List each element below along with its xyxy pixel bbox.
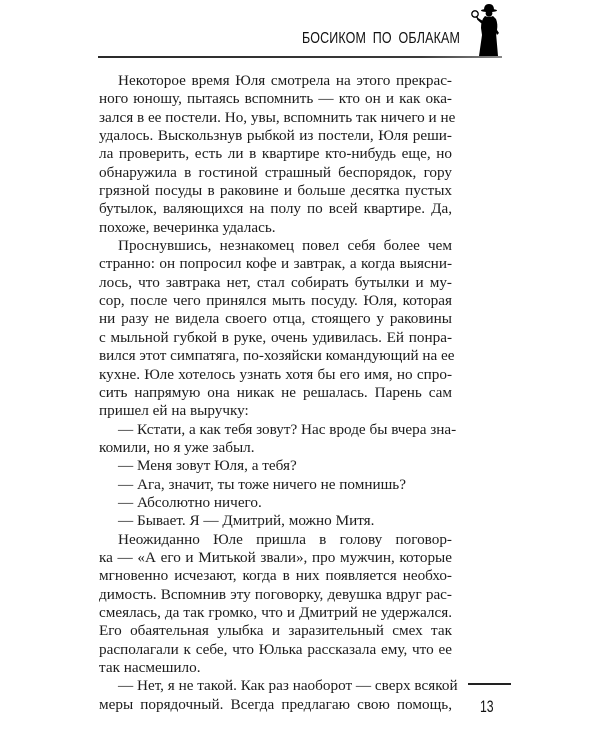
text-line: смеялась, да так громко, что и Дмитрий не удержался.	[99, 603, 452, 621]
page-number: 13	[480, 697, 494, 716]
text-line: Неожиданно Юле пришла в голову поговор-	[118, 530, 452, 548]
text-line: обнаружила в гостиной страшный беспорядок, гору	[99, 163, 452, 181]
text-line: кухне. Юле хотелось узнать хотя бы его имя, но спро-	[99, 365, 452, 383]
text-line: ни разу не видела своего отца, стоящего у раковины	[99, 310, 452, 328]
text-line: ка — «А его и Митькой звали», про мужчин, которые	[99, 548, 452, 566]
text-line: с мыльной губкой в руке, очень удивилась. Ей понра-	[99, 328, 452, 346]
text-line: лось, что завтрака нет, стал собирать бутылки и му-	[99, 273, 452, 291]
footer-rule	[468, 683, 511, 685]
text-line: сор, после чего принялся мыть посуду. Юля, которая	[99, 292, 452, 310]
running-title: БОСИКОМ ПО ОБЛАКАМ	[302, 30, 461, 47]
text-line: ного юношу, пытаясь вспомнить — кто он и как ока-	[99, 90, 452, 108]
detective-silhouette-icon	[468, 2, 504, 58]
text-line: — Ага, значит, ты тоже ничего не помнишь?	[118, 475, 406, 493]
text-line: меры порядочный. Всегда предлагаю свою помощь,	[99, 695, 452, 713]
text-line: пришел ей на выручку:	[99, 402, 249, 420]
text-line: ла проверить, есть ли в квартире кто-нибудь еще, но	[99, 145, 452, 163]
text-line: димость. Вспомнив эту поговорку, девушка вдруг рас-	[99, 585, 452, 603]
text-line: — Абсолютно ничего.	[118, 493, 262, 511]
text-line: Его обаятельная улыбка и заразительный смех так	[99, 622, 452, 640]
text-line: похоже, вечеринка удалась.	[99, 218, 276, 236]
text-line: мгновенно исчезают, когда в них появляется необхо-	[99, 567, 452, 585]
text-line: — Меня зовут Юля, а тебя?	[118, 457, 297, 475]
text-line: — Нет, я не такой. Как раз наоборот — сверх всякой	[118, 677, 458, 695]
text-line: располагали к себе, что Юлька рассказала ему, что ее	[99, 640, 452, 658]
text-line: вился этот симпатяга, по-хозяйски командующий на ее	[99, 347, 455, 365]
text-line: так насмешило.	[99, 659, 201, 676]
text-line: сить напрямую она никак не решалась. Парень сам	[99, 383, 452, 401]
text-line: — Кстати, а как тебя зовут? Нас вроде бы вчера зна-	[118, 420, 457, 438]
text-line: зался в ее постели. Но, увы, вспомнить так ничего и не	[99, 108, 456, 126]
text-line: — Бывает. Я — Дмитрий, можно Митя.	[118, 512, 375, 530]
text-line: Проснувшись, незнакомец повел себя более чем	[118, 237, 452, 255]
text-line: бутылок, валяющихся на полу по всей квартире. Да,	[99, 200, 452, 218]
page-body-text	[99, 72, 458, 714]
header-rule	[98, 56, 502, 58]
text-line: комили, но я уже забыл.	[99, 438, 255, 456]
text-line: удалось. Выскользнув рыбкой из постели, Юля реши-	[99, 127, 452, 145]
running-head	[0, 0, 600, 62]
text-line: грязной посуды в раковине и больше десятка пустых	[99, 182, 452, 200]
text-line: Некоторое время Юля смотрела на этого прекрас-	[118, 72, 452, 89]
text-line: странно: он попросил кофе и завтрак, а когда выясни-	[99, 255, 452, 273]
